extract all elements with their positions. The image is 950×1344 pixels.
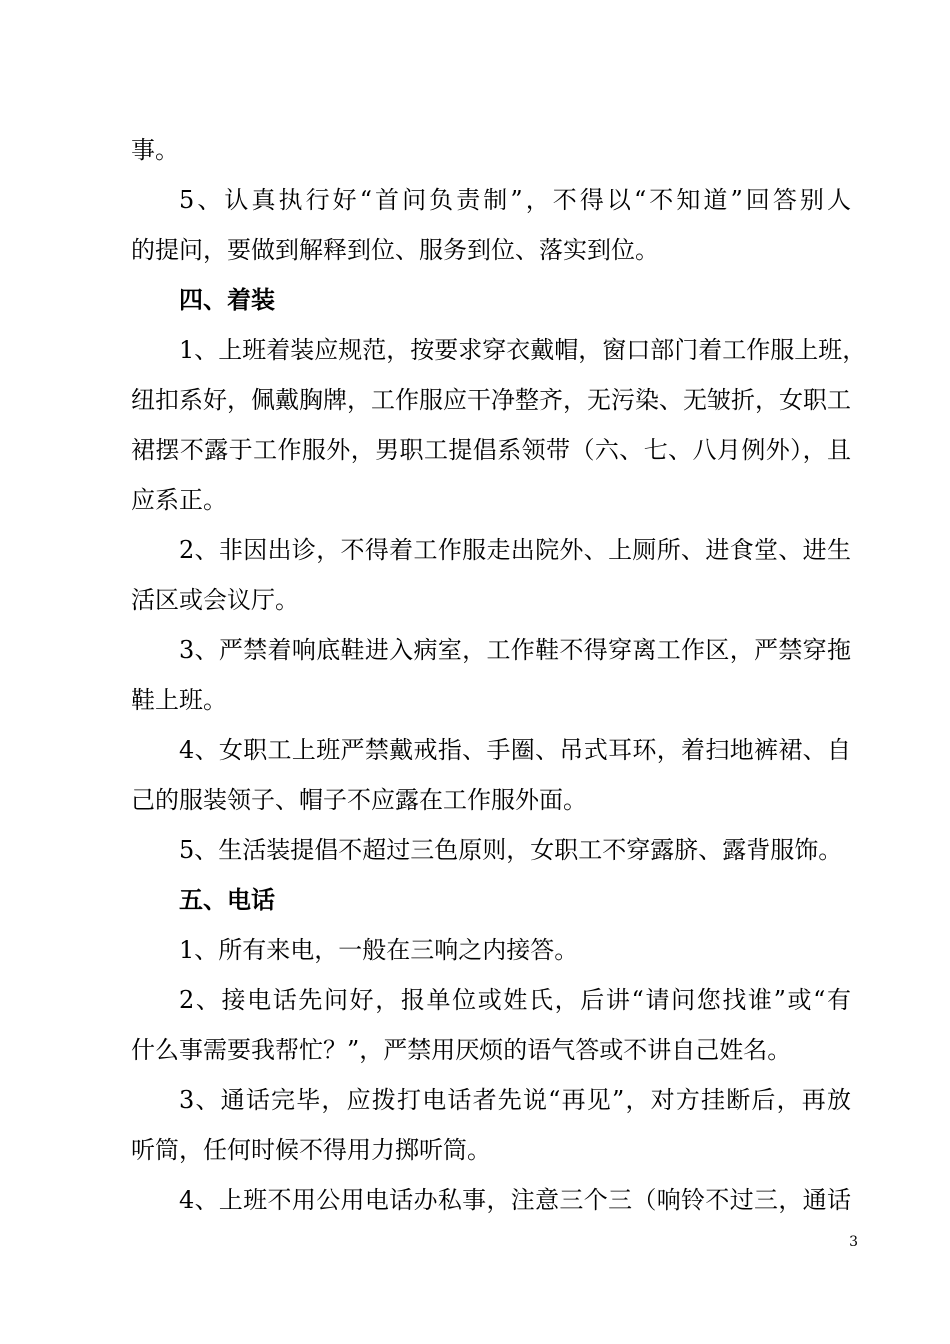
text-line: 裙摆不露于工作服外，男职工提倡系领带（六、七、八月例外），且 <box>131 436 851 464</box>
page-number: 3 <box>849 1234 858 1250</box>
text-line: 应系正。 <box>131 486 227 514</box>
text-line: 纽扣系好，佩戴胸牌，工作服应干净整齐，无污染、无皱折，女职工 <box>131 386 851 414</box>
text-line: 2、接电话先问好，报单位或姓氏，后讲“请问您找谁”或“有 <box>179 986 851 1014</box>
section-heading: 五、电话 <box>179 885 275 914</box>
text-line: 4、上班不用公用电话办私事，注意三个三（响铃不过三，通话 <box>179 1186 851 1214</box>
text-line: 3、严禁着响底鞋进入病室，工作鞋不得穿离工作区，严禁穿拖 <box>179 636 851 664</box>
text-line: 己的服装领子、帽子不应露在工作服外面。 <box>131 786 587 814</box>
text-line: 5、认真执行好“首问负责制”，不得以“不知道”回答别人 <box>179 186 851 214</box>
text-line: 3、通话完毕，应拨打电话者先说“再见”，对方挂断后，再放 <box>179 1086 851 1114</box>
text-line: 听筒，任何时候不得用力掷听筒。 <box>131 1136 491 1164</box>
text-line: 1、所有来电，一般在三响之内接答。 <box>179 936 579 964</box>
section-heading: 四、着装 <box>179 285 275 314</box>
text-line: 5、生活装提倡不超过三色原则，女职工不穿露脐、露背服饰。 <box>179 836 843 864</box>
text-line: 事。 <box>131 136 179 164</box>
text-line: 4、女职工上班严禁戴戒指、手圈、吊式耳环，着扫地裤裙、自 <box>179 736 851 764</box>
text-line: 的提问，要做到解释到位、服务到位、落实到位。 <box>131 236 659 264</box>
text-line: 什么事需要我帮忙？”，严禁用厌烦的语气答或不讲自己姓名。 <box>131 1036 792 1064</box>
text-line: 2、非因出诊，不得着工作服走出院外、上厕所、进食堂、进生 <box>179 536 851 564</box>
text-line: 鞋上班。 <box>131 686 227 714</box>
text-line: 1、上班着装应规范，按要求穿衣戴帽，窗口部门着工作服上班， <box>179 336 867 364</box>
text-line: 活区或会议厅。 <box>131 586 299 614</box>
